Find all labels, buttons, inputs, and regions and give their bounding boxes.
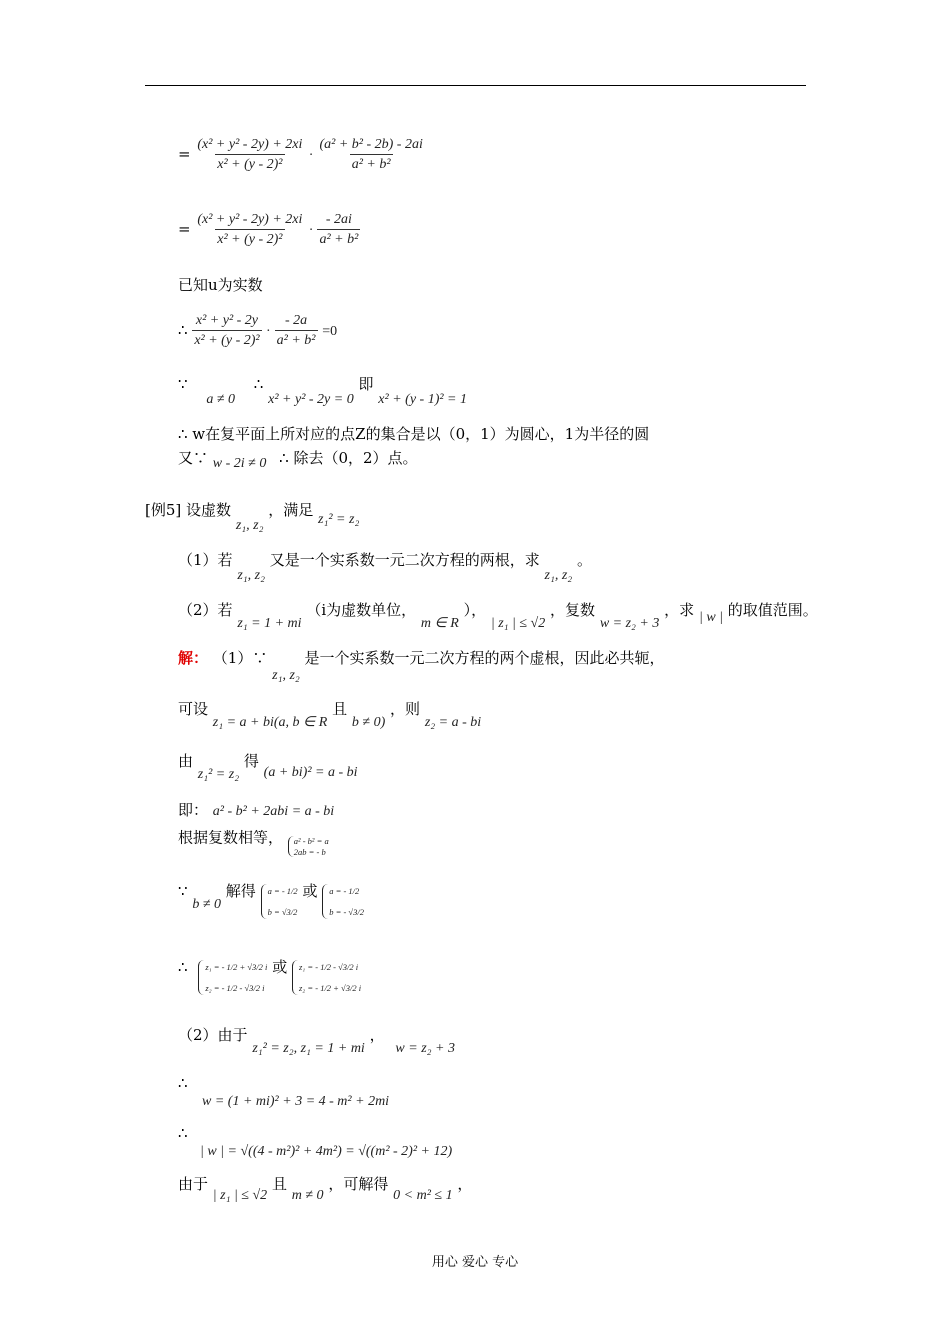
solution-system-b: a = - 1/2 b = - √3/2 <box>322 884 364 919</box>
solve-line: ∵ b ≠ 0 解得 a = - 1/2 b = √3/2 或 a = - 1/2 b = - √3/2 <box>178 884 364 919</box>
solution-part-1: 解： （1）∵ z₁, z₂ 是一个实系数一元二次方程的两个虚根，因此必共轭， <box>178 649 665 683</box>
fraction-denominator: x² + (y - 2)² <box>215 154 284 172</box>
fraction-numerator: (x² + y² - 2y) + 2xi <box>197 137 303 152</box>
equation-line-1: = $\frac{\text{(x² + y² - 2y) + 2xi}}{\text{x² + (y - 2)²}}$ · $\frac{\text{(a² + b² - 2b) - 2ai}}{\text{a² + b²}}$ <box>178 137 423 172</box>
equation-line-3: ∴ $\frac{\text{x² + y² - 2y}}{\text{x² + (y - 2)²}}$ · $\frac{- 2a}{\text{a² + b²}}$ =0 <box>178 313 338 348</box>
z-system-b: z₁ = - 1/2 - √3/2 i z₂ = - 1/2 + √3/2 i <box>292 960 361 995</box>
z-system-a: z₁ = - 1/2 + √3/2 i z₂ = - 1/2 - √3/2 i <box>198 960 267 995</box>
circle-conclusion: ∴ w在复平面上所对应的点Z的集合是以（0，1）为圆心，1为半径的圆 <box>178 425 650 443</box>
expand-line: 即： a² - b² + 2abi = a - bi <box>178 801 335 819</box>
fraction-numerator: (a² + b² - 2b) - 2ai <box>319 137 423 152</box>
solution-system-a: a = - 1/2 b = √3/2 <box>261 884 298 919</box>
equation-line-2: = $\frac{\text{(x² + y² - 2y) + 2xi}}{\text{x² + (y - 2)²}}$ · $\frac{- 2ai}{\text{a² + b²}}$ <box>178 212 359 247</box>
w-expand-line: ∴ w = (1 + mi)² + 3 = 4 - m² + 2mi <box>178 1074 390 1109</box>
abs-w-line: ∴ | w | = √((4 - m²)² + 4m²) = √((m² - 2)² + 12) <box>178 1124 453 1159</box>
exclude-line: 又∵ w - 2i ≠ 0 ∴ 除去（0，2）点。 <box>178 449 418 471</box>
assume-line: 可设 z₁ = a + bi(a, b ∈ R 且 b ≠ 0) ，则 z₂ = a - bi <box>178 700 482 730</box>
example-5-statement: [例5] 设虚数 z₁, z₂ ，满足 z₁² = z₂ <box>145 501 360 533</box>
range-line: 由于 | z₁ | ≤ √2 且 m ≠ 0 ，可解得 0 < m² ≤ 1 ， <box>178 1175 473 1203</box>
square-line: 由 z₁² = z₂ 得 (a + bi)² = a - bi <box>178 752 358 782</box>
u-real-text: 已知u为实数 <box>178 276 263 294</box>
question-2: （2）若 z₁ = 1 + mi （i为虚数单位， m ∈ R ）， | z₁ | ≤ √2 ，复数 w = z₂ + 3 ，求 | w | 的取值范围。 <box>178 601 818 631</box>
header-rule <box>145 85 806 86</box>
z-solutions-line: ∴ z₁ = - 1/2 + √3/2 i z₂ = - 1/2 - √3/2 i 或 z₁ = - 1/2 - √3/2 i z₂ = - 1/2 + √3/2 i <box>178 960 361 995</box>
equation-system: a² - b² = a 2ab = - b <box>288 836 329 857</box>
part-2-line: （2）由于 z₁² = z₂, z₁ = 1 + mi ， w = z₂ + 3 <box>178 1026 455 1056</box>
fraction-denominator: a² + b² <box>350 154 393 172</box>
page-footer: 用心 爱心 专心 <box>431 1255 519 1270</box>
equal-parts-line: 根据复数相等， a² - b² = a 2ab = - b <box>178 828 329 857</box>
solution-label: 解： <box>178 649 209 667</box>
question-1: （1）若 z₁, z₂ 又是一个实系数一元二次方程的两根，求 z₁, z₂ 。 <box>178 551 592 583</box>
equation-line-4: ∵ a ≠ 0 ∴ x² + y² - 2y = 0 即 x² + (y - 1)² = 1 <box>178 375 467 407</box>
